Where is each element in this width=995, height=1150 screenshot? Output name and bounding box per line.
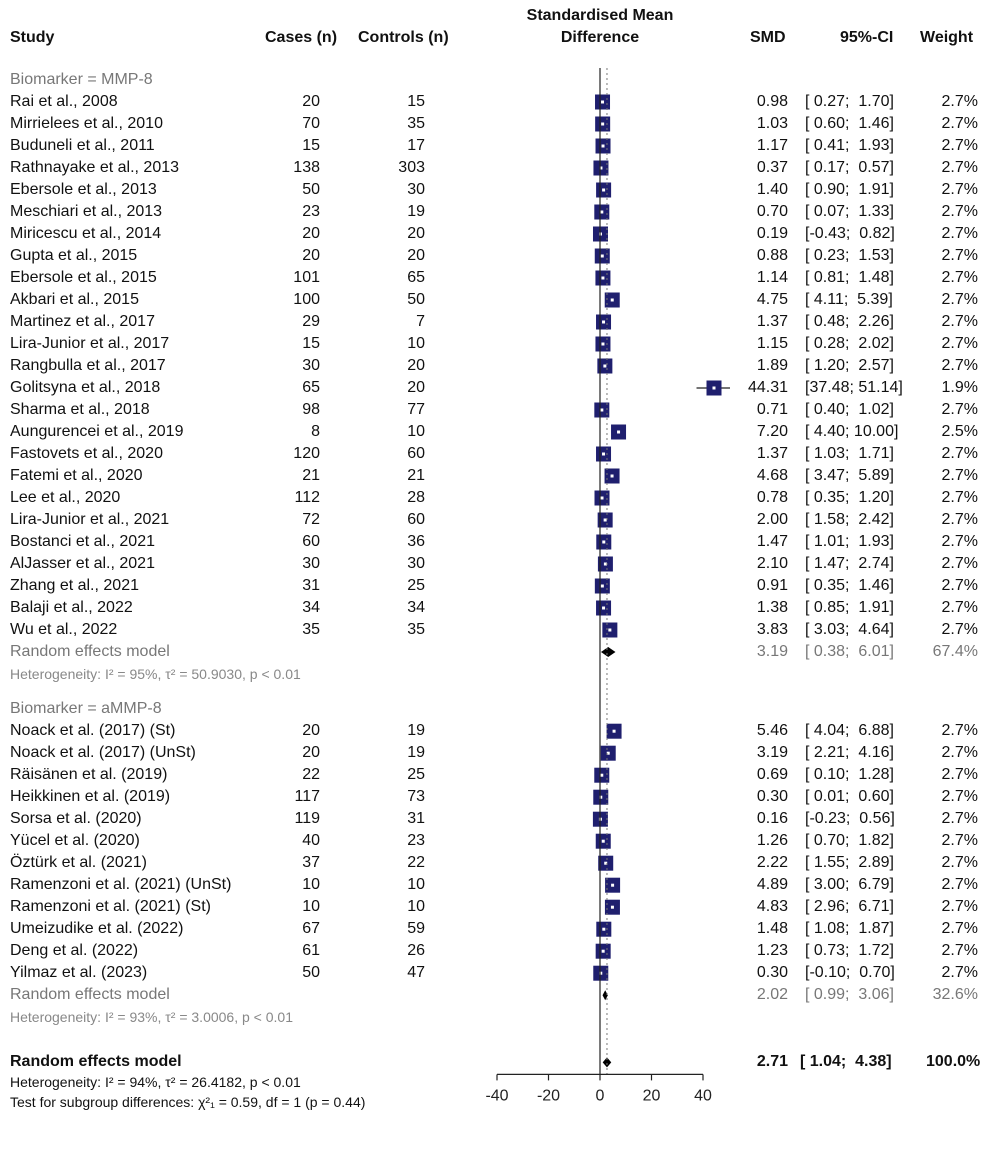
study-controls: 10 (407, 335, 425, 352)
study-ci: [ 1.03; 1.71] (805, 445, 894, 462)
study-cases: 20 (302, 247, 320, 264)
study-weight: 2.7% (941, 401, 978, 418)
study-point (603, 365, 606, 368)
study-name: Ramenzoni et al. (2021) (UnSt) (10, 876, 232, 894)
study-ci: [ 3.47; 5.89] (805, 467, 894, 484)
study-smd: 0.30 (756, 788, 788, 806)
study-point (602, 453, 605, 456)
study-point (600, 774, 603, 777)
study-ci: [ 0.17; 0.57] (805, 159, 894, 176)
study-point (602, 321, 605, 324)
study-weight: 2.7% (941, 181, 978, 198)
study-name: Aungurencei et al., 2019 (10, 423, 184, 440)
study-controls: 20 (407, 357, 425, 374)
overall-ci: [ 1.04; 4.38] (800, 1053, 892, 1071)
study-ci: [ 0.28; 2.02] (805, 335, 894, 352)
study-name: Fatemi et al., 2020 (10, 467, 143, 484)
study-smd: 1.48 (756, 920, 788, 938)
study-ci: [ 3.03; 4.64] (805, 621, 894, 638)
study-smd: 1.15 (756, 335, 788, 352)
study-ci: [-0.43; 0.82] (805, 225, 895, 242)
study-smd: 4.89 (756, 876, 788, 894)
study-point (600, 409, 603, 412)
study-smd: 0.70 (756, 203, 788, 220)
study-point (602, 541, 605, 544)
study-controls: 19 (407, 203, 425, 220)
study-smd: 0.30 (756, 964, 788, 982)
study-weight: 2.7% (941, 898, 978, 916)
study-smd: 1.23 (756, 942, 788, 960)
study-point (604, 563, 607, 566)
study-weight: 2.7% (941, 335, 978, 352)
study-point (602, 145, 605, 148)
study-smd: 0.91 (756, 577, 788, 594)
study-cases: 20 (302, 93, 320, 110)
study-controls: 36 (407, 533, 425, 550)
subgroup-model-weight: 67.4% (932, 643, 978, 660)
study-weight: 2.7% (941, 511, 978, 528)
study-controls: 35 (407, 621, 425, 638)
study-controls: 73 (407, 788, 425, 806)
study-smd: 0.69 (756, 766, 788, 784)
study-ci: [ 0.41; 1.93] (805, 137, 894, 154)
study-weight: 2.7% (941, 357, 978, 374)
study-cases: 72 (302, 511, 320, 528)
study-controls: 47 (407, 964, 425, 982)
study-weight: 2.7% (941, 291, 978, 308)
study-point (604, 519, 607, 522)
group-label: Biomarker = MMP-8 (10, 71, 153, 88)
study-controls: 30 (407, 181, 425, 198)
overall-heterogeneity: Heterogeneity: I² = 94%, τ² = 26.4182, p < 0.01 (10, 1074, 301, 1091)
study-cases: 65 (302, 379, 320, 396)
study-point (611, 884, 614, 887)
study-smd: 2.22 (756, 854, 788, 872)
study-cases: 60 (302, 533, 320, 550)
study-smd: 1.26 (756, 832, 788, 850)
study-name: Gupta et al., 2015 (10, 247, 138, 264)
study-weight: 2.7% (941, 93, 978, 110)
study-controls: 31 (407, 810, 425, 828)
header-study: Study (10, 29, 55, 46)
study-weight: 2.7% (941, 555, 978, 572)
study-cases: 112 (294, 489, 320, 506)
study-weight: 2.7% (941, 115, 978, 132)
study-point (613, 730, 616, 733)
study-cases: 30 (302, 555, 320, 572)
study-point (601, 277, 604, 280)
study-name: Meschiari et al., 2013 (10, 203, 163, 220)
study-smd: 1.14 (756, 269, 788, 286)
study-name: Öztürk et al. (2021) (10, 854, 147, 872)
study-weight: 2.7% (941, 744, 978, 762)
study-name: Wu et al., 2022 (10, 621, 118, 638)
subgroup-model-ci: [ 0.38; 6.01] (805, 643, 894, 660)
study-name: Rai et al., 2008 (10, 93, 118, 110)
study-controls: 25 (407, 577, 425, 594)
study-ci: [ 0.07; 1.33] (805, 203, 894, 220)
study-controls: 65 (407, 269, 425, 286)
study-ci: [ 1.01; 1.93] (805, 533, 894, 550)
study-point (617, 431, 620, 434)
study-cases: 98 (302, 401, 320, 418)
study-weight: 2.7% (941, 445, 978, 462)
study-name: Heikkinen et al. (2019) (10, 788, 171, 806)
study-point (602, 928, 605, 931)
study-ci: [ 0.40; 1.02] (805, 401, 894, 418)
study-smd: 0.19 (756, 225, 788, 242)
study-smd: 1.47 (756, 533, 788, 550)
study-cases: 61 (302, 942, 320, 960)
study-ci: [ 0.60; 1.46] (805, 115, 894, 132)
study-controls: 10 (407, 898, 425, 916)
study-ci: [ 0.85; 1.91] (805, 599, 894, 616)
study-point (601, 585, 604, 588)
study-name: Lira-Junior et al., 2017 (10, 335, 170, 352)
study-name: Ebersole et al., 2013 (10, 181, 157, 198)
study-ci: [-0.23; 0.56] (805, 810, 895, 828)
study-weight: 2.7% (941, 920, 978, 938)
study-smd: 2.00 (756, 511, 788, 528)
study-smd: 0.37 (756, 159, 788, 176)
study-weight: 2.7% (941, 159, 978, 176)
study-name: Miricescu et al., 2014 (10, 225, 162, 242)
study-cases: 22 (302, 766, 320, 784)
study-weight: 2.7% (941, 942, 978, 960)
study-smd: 5.46 (756, 722, 788, 740)
header-ci: 95%-CI (840, 29, 894, 46)
study-name: Räisänen et al. (2019) (10, 766, 168, 784)
study-ci: [ 1.55; 2.89] (805, 854, 894, 872)
study-name: AlJasser et al., 2021 (10, 555, 155, 572)
study-weight: 2.7% (941, 269, 978, 286)
study-weight: 2.7% (941, 533, 978, 550)
study-controls: 23 (407, 832, 425, 850)
study-point (602, 189, 605, 192)
study-ci: [ 4.40; 10.00] (805, 423, 899, 440)
study-name: Lira-Junior et al., 2021 (10, 511, 170, 528)
study-ci: [ 0.01; 0.60] (805, 788, 894, 806)
study-smd: 3.19 (756, 744, 788, 762)
study-controls: 60 (407, 511, 425, 528)
study-controls: 10 (407, 876, 425, 894)
study-weight: 1.9% (941, 379, 978, 396)
study-controls: 15 (407, 93, 425, 110)
study-weight: 2.7% (941, 599, 978, 616)
study-weight: 2.7% (941, 621, 978, 638)
study-name: Lee et al., 2020 (10, 489, 121, 506)
study-ci: [ 1.20; 2.57] (805, 357, 894, 374)
study-ci: [ 1.08; 1.87] (805, 920, 894, 938)
study-controls: 60 (407, 445, 425, 462)
study-cases: 15 (302, 335, 320, 352)
study-point (611, 299, 614, 302)
study-ci: [ 0.90; 1.91] (805, 181, 894, 198)
study-ci: [37.48; 51.14] (805, 379, 903, 396)
study-controls: 17 (407, 137, 425, 154)
study-ci: [ 0.35; 1.46] (805, 577, 894, 594)
study-point (601, 255, 604, 258)
study-smd: 4.68 (756, 467, 788, 484)
study-name: Noack et al. (2017) (St) (10, 722, 176, 740)
subgroup-heterogeneity: Heterogeneity: I² = 95%, τ² = 50.9030, p < 0.01 (10, 666, 301, 682)
study-weight: 2.7% (941, 137, 978, 154)
study-smd: 0.16 (756, 810, 788, 828)
group-label: Biomarker = aMMP-8 (10, 700, 162, 718)
subgroup-model-smd: 3.19 (756, 643, 788, 660)
study-name: Buduneli et al., 2011 (10, 137, 155, 154)
study-cases: 138 (293, 159, 320, 176)
study-controls: 35 (407, 115, 425, 132)
study-cases: 50 (302, 964, 320, 982)
study-name: Sharma et al., 2018 (10, 401, 150, 418)
study-smd: 1.38 (756, 599, 788, 616)
x-tick-label: 20 (642, 1087, 661, 1105)
study-cases: 50 (302, 181, 320, 198)
study-controls: 34 (407, 599, 425, 616)
study-smd: 3.83 (756, 621, 788, 638)
study-name: Golitsyna et al., 2018 (10, 379, 161, 396)
study-cases: 34 (302, 599, 320, 616)
study-cases: 15 (302, 137, 320, 154)
study-point (601, 343, 604, 346)
study-cases: 21 (302, 467, 320, 484)
study-ci: [ 0.70; 1.82] (805, 832, 894, 850)
overall-smd: 2.71 (756, 1053, 788, 1071)
study-point (601, 123, 604, 126)
study-weight: 2.7% (941, 832, 978, 850)
study-cases: 100 (293, 291, 320, 308)
study-name: Noack et al. (2017) (UnSt) (10, 744, 196, 762)
study-name: Fastovets et al., 2020 (10, 445, 163, 462)
study-weight: 2.7% (941, 766, 978, 784)
study-weight: 2.7% (941, 854, 978, 872)
header-plot-title-2: Difference (560, 29, 640, 46)
study-point (602, 607, 605, 610)
study-smd: 1.17 (756, 137, 788, 154)
study-weight: 2.7% (941, 964, 978, 982)
overall-weight: 100.0% (926, 1053, 981, 1071)
study-name: Sorsa et al. (2020) (10, 810, 142, 828)
study-ci: [ 0.10; 1.28] (805, 766, 894, 784)
study-controls: 303 (398, 159, 425, 176)
study-cases: 120 (293, 445, 320, 462)
study-cases: 29 (302, 313, 320, 330)
study-cases: 30 (302, 357, 320, 374)
study-point (601, 101, 604, 104)
study-smd: 2.10 (756, 555, 788, 572)
study-controls: 21 (407, 467, 425, 484)
study-weight: 2.7% (941, 722, 978, 740)
header-controls: Controls (n) (358, 29, 449, 46)
header-smd: SMD (750, 29, 786, 46)
study-ci: [ 2.96; 6.71] (805, 898, 894, 916)
header-plot-title-1: Standardised Mean (526, 7, 674, 24)
study-name: Rangbulla et al., 2017 (10, 357, 166, 374)
study-ci: [ 2.21; 4.16] (805, 744, 894, 762)
study-weight: 2.7% (941, 489, 978, 506)
study-cases: 8 (311, 423, 320, 440)
study-cases: 35 (302, 621, 320, 638)
study-smd: 1.40 (756, 181, 788, 198)
study-controls: 77 (407, 401, 425, 418)
study-weight: 2.7% (941, 788, 978, 806)
study-point (608, 629, 611, 632)
study-point (611, 906, 614, 909)
x-tick-label: 0 (595, 1087, 605, 1105)
study-cases: 117 (294, 788, 320, 806)
subgroup-model-label: Random effects model (10, 643, 170, 660)
study-point (601, 497, 604, 500)
study-cases: 20 (302, 722, 320, 740)
study-cases: 37 (302, 854, 320, 872)
study-controls: 10 (407, 423, 425, 440)
subgroup-model-ci: [ 0.99; 3.06] (805, 986, 894, 1004)
study-cases: 67 (302, 920, 320, 938)
study-controls: 30 (407, 555, 425, 572)
study-point (602, 840, 605, 843)
study-cases: 31 (302, 577, 320, 594)
study-cases: 119 (294, 810, 320, 828)
study-ci: [ 0.81; 1.48] (805, 269, 894, 286)
study-controls: 22 (407, 854, 425, 872)
study-ci: [ 1.47; 2.74] (805, 555, 894, 572)
study-weight: 2.7% (941, 203, 978, 220)
study-controls: 20 (407, 379, 425, 396)
study-ci: [-0.10; 0.70] (805, 964, 895, 982)
study-name: Bostanci et al., 2021 (10, 533, 155, 550)
study-name: Balaji et al., 2022 (10, 599, 133, 616)
study-weight: 2.7% (941, 876, 978, 894)
study-smd: 1.37 (756, 313, 788, 330)
study-point (602, 950, 605, 953)
subgroup-model-smd: 2.02 (756, 986, 788, 1004)
study-name: Ebersole et al., 2015 (10, 269, 157, 286)
subgroup-heterogeneity: Heterogeneity: I² = 93%, τ² = 3.0006, p < 0.01 (10, 1009, 293, 1026)
overall-model-label: Random effects model (10, 1053, 182, 1071)
subgroup-test: Test for subgroup differences: χ²₁ = 0.59, df = 1 (p = 0.44) (10, 1094, 366, 1111)
study-name: Martinez et al., 2017 (10, 313, 155, 330)
study-smd: 0.78 (756, 489, 788, 506)
study-controls: 19 (407, 722, 425, 740)
study-name: Ramenzoni et al. (2021) (St) (10, 898, 211, 916)
study-controls: 28 (407, 489, 425, 506)
study-weight: 2.7% (941, 247, 978, 264)
study-smd: 1.89 (756, 357, 788, 374)
header-weight: Weight (920, 29, 974, 46)
study-weight: 2.7% (941, 467, 978, 484)
subgroup-model-weight: 32.6% (932, 986, 978, 1004)
study-ci: [ 4.11; 5.39] (805, 291, 893, 308)
study-ci: [ 0.48; 2.26] (805, 313, 894, 330)
study-ci: [ 4.04; 6.88] (805, 722, 894, 740)
study-name: Umeizudike et al. (2022) (10, 920, 184, 938)
study-smd: 0.98 (756, 93, 788, 110)
study-smd: 4.75 (756, 291, 788, 308)
study-controls: 50 (407, 291, 425, 308)
study-ci: [ 1.58; 2.42] (805, 511, 894, 528)
study-controls: 26 (407, 942, 425, 960)
x-tick-label: -40 (485, 1087, 509, 1105)
study-point (611, 475, 614, 478)
study-name: Yücel et al. (2020) (10, 832, 140, 850)
study-name: Rathnayake et al., 2013 (10, 159, 180, 176)
study-cases: 10 (302, 898, 320, 916)
study-cases: 20 (302, 225, 320, 242)
study-cases: 70 (302, 115, 320, 132)
study-name: Mirrielees et al., 2010 (10, 115, 163, 132)
summary-diamond (601, 647, 615, 657)
study-smd: 4.83 (756, 898, 788, 916)
study-cases: 10 (302, 876, 320, 894)
study-name: Zhang et al., 2021 (10, 577, 139, 594)
study-weight: 2.7% (941, 577, 978, 594)
study-ci: [ 0.73; 1.72] (805, 942, 894, 960)
study-cases: 20 (302, 744, 320, 762)
header-cases: Cases (n) (265, 29, 338, 46)
x-tick-label: 40 (694, 1087, 712, 1105)
study-name: Yilmaz et al. (2023) (10, 964, 148, 982)
study-ci: [ 0.27; 1.70] (805, 93, 894, 110)
study-name: Akbari et al., 2015 (10, 291, 139, 308)
study-controls: 20 (407, 247, 425, 264)
study-ci: [ 0.35; 1.20] (805, 489, 894, 506)
x-tick-label: -20 (536, 1087, 561, 1105)
subgroup-model-label: Random effects model (10, 986, 170, 1004)
study-point (713, 387, 716, 390)
study-smd: 0.71 (756, 401, 788, 418)
study-weight: 2.5% (941, 423, 978, 440)
study-weight: 2.7% (941, 313, 978, 330)
study-cases: 40 (302, 832, 320, 850)
study-cases: 23 (302, 203, 320, 220)
study-controls: 19 (407, 744, 425, 762)
study-ci: [ 0.23; 1.53] (805, 247, 894, 264)
study-smd: 1.03 (756, 115, 788, 132)
study-controls: 25 (407, 766, 425, 784)
study-point (600, 211, 603, 214)
study-name: Deng et al. (2022) (10, 942, 139, 960)
study-cases: 101 (293, 269, 320, 286)
study-controls: 59 (407, 920, 425, 938)
study-ci: [ 3.00; 6.79] (805, 876, 894, 894)
study-smd: 0.88 (756, 247, 788, 264)
study-weight: 2.7% (941, 810, 978, 828)
study-smd: 7.20 (756, 423, 788, 440)
study-smd: 44.31 (747, 379, 788, 396)
study-controls: 7 (416, 313, 425, 330)
study-smd: 1.37 (756, 445, 788, 462)
study-controls: 20 (407, 225, 425, 242)
study-weight: 2.7% (941, 225, 978, 242)
